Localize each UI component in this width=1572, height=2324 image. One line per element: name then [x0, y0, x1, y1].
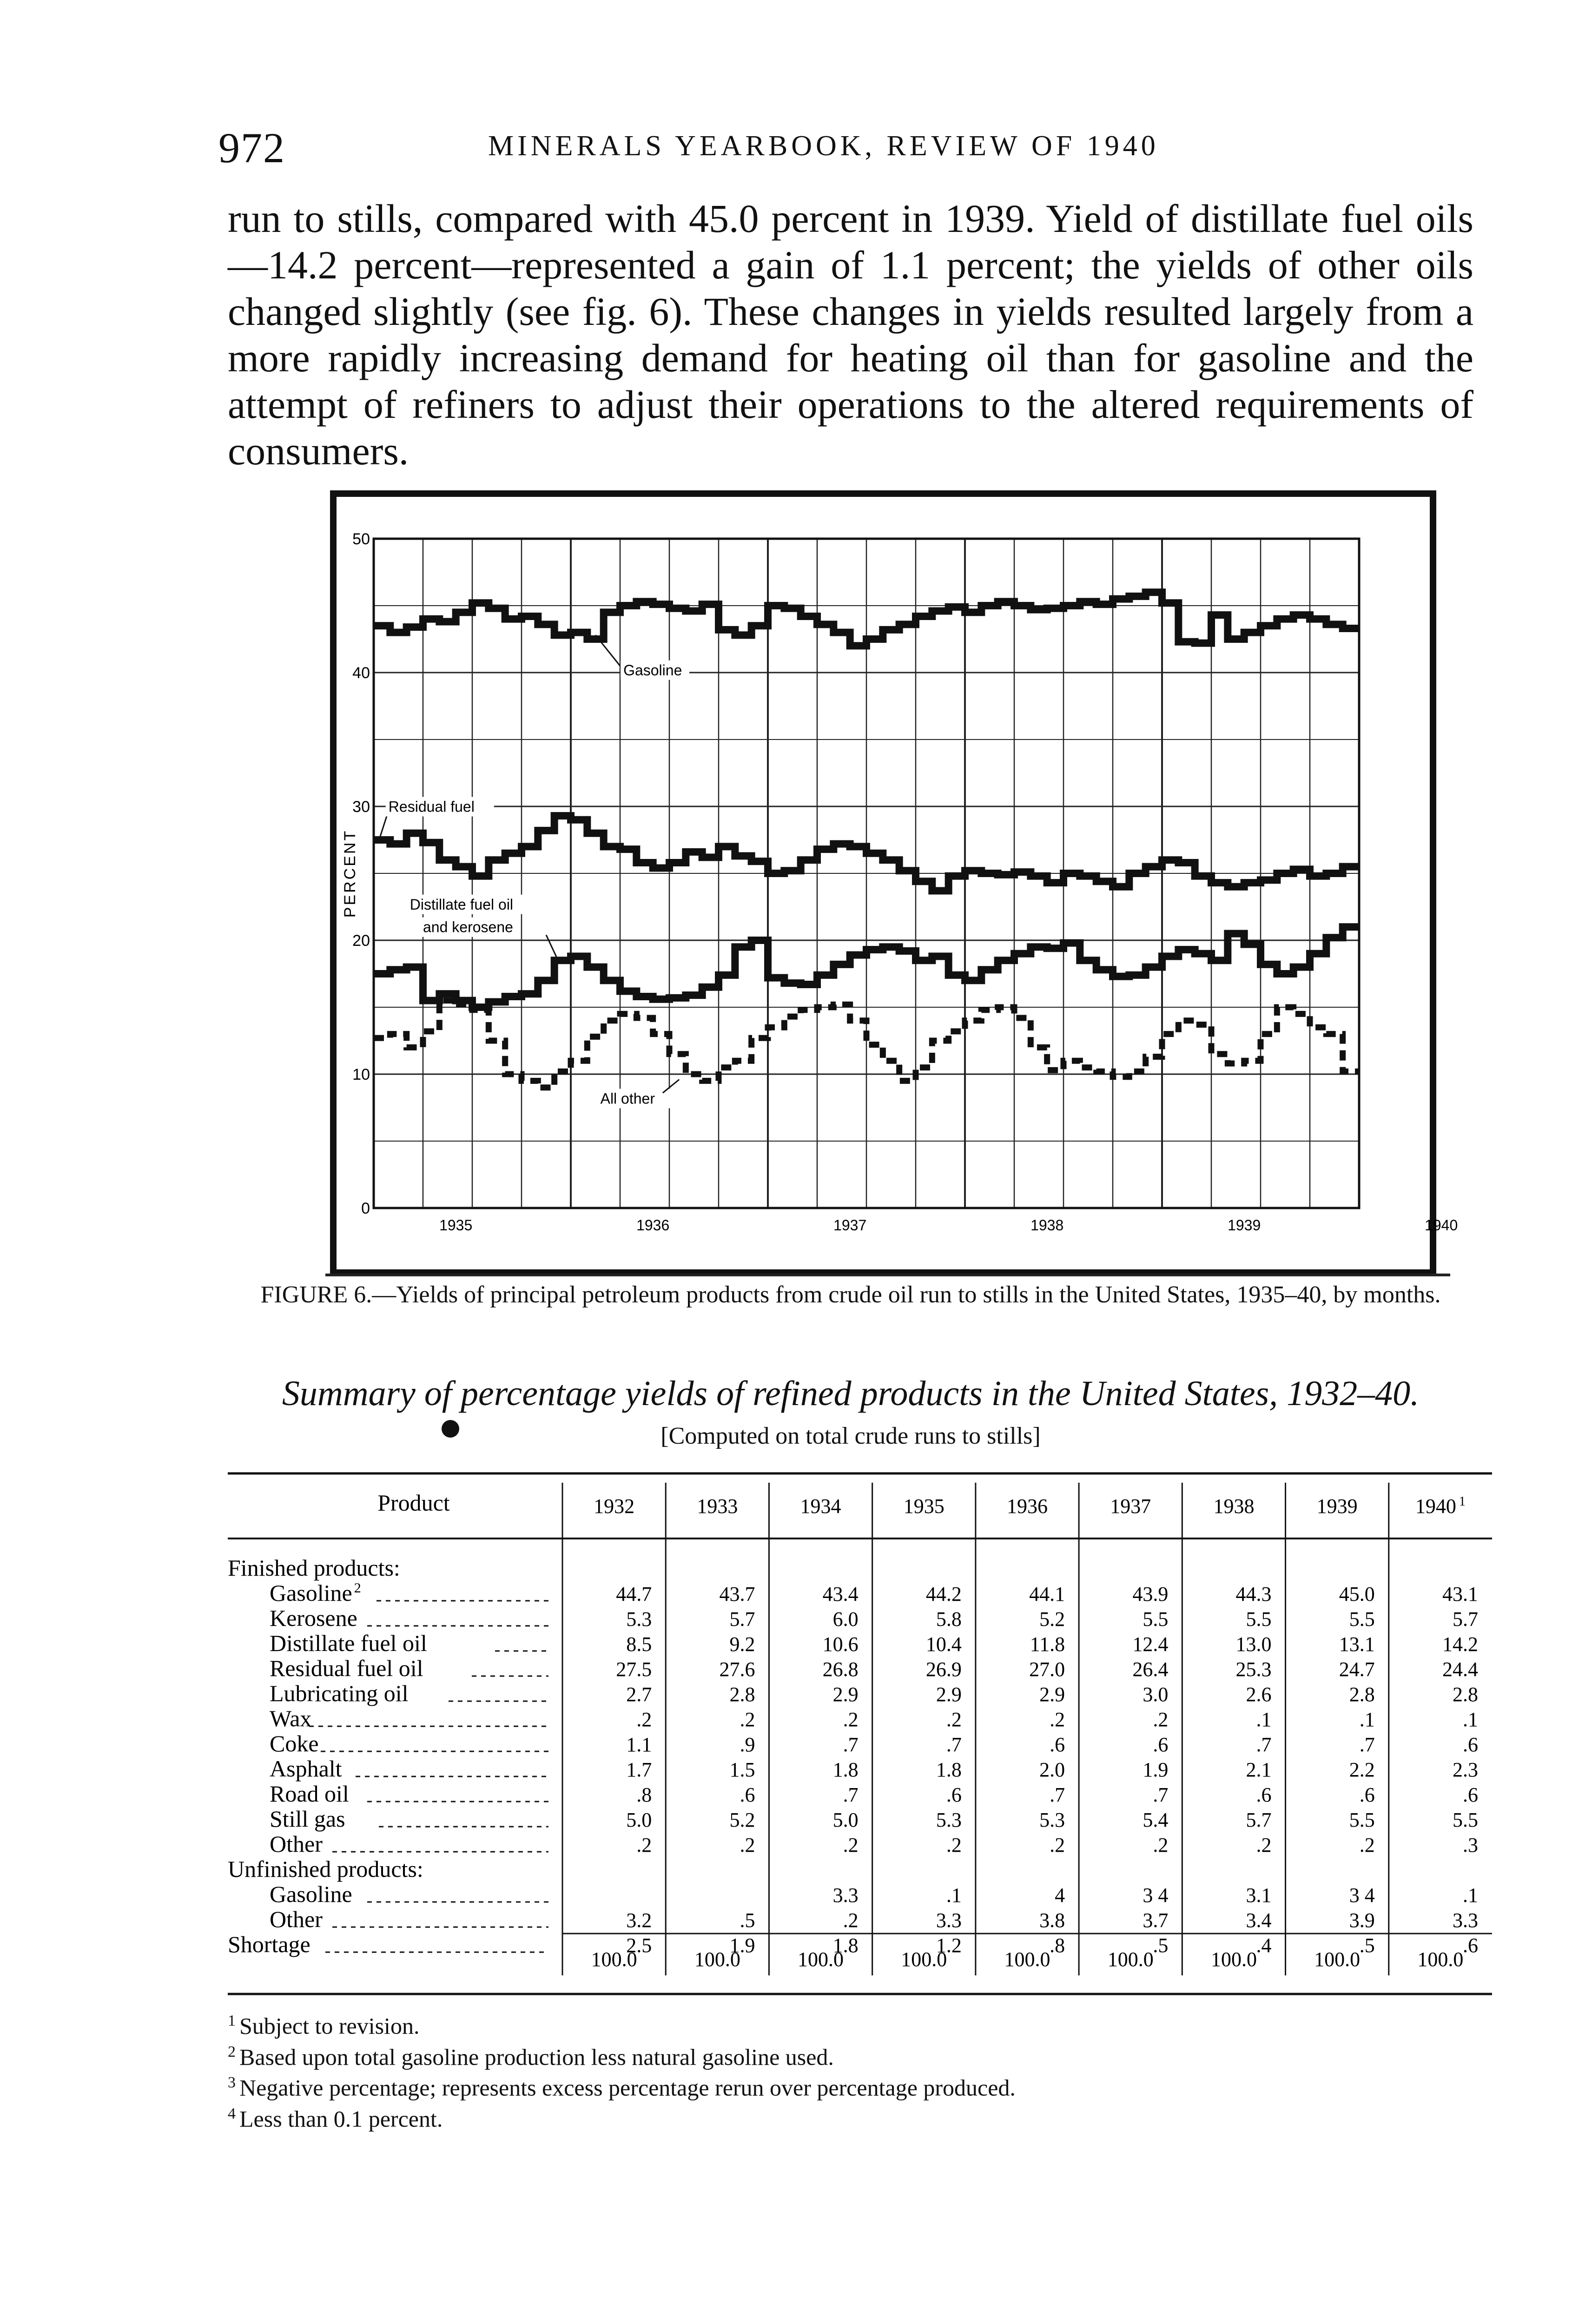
cell-value: .7 [1050, 1783, 1065, 1806]
cell-value: 3.3 [1453, 1909, 1478, 1932]
cell-value: 14.2 [1442, 1633, 1478, 1656]
year-header: 1932 [594, 1495, 635, 1518]
cell-value: 3.8 [1039, 1909, 1065, 1932]
cell-value: 43.4 [822, 1583, 859, 1605]
y-tick-label: 30 [352, 798, 370, 816]
cell-value: .6 [1463, 1783, 1478, 1806]
footnote [228, 2008, 1436, 2039]
cell-value: 5.4 [1143, 1809, 1169, 1831]
cell-value: .7 [946, 1733, 962, 1756]
cell-value: .7 [1153, 1783, 1169, 1806]
cell-value: 3.1 [1246, 1884, 1272, 1907]
yield-chart [337, 497, 1458, 1269]
cell-value: 1.8 [832, 1934, 859, 1957]
row-label: Asphalt [270, 1756, 342, 1782]
group-label: Unfinished products: [228, 1856, 423, 1882]
cell-value: 3.4 [1246, 1909, 1272, 1932]
cell-value: .1 [1463, 1708, 1478, 1731]
cell-value: 5.5 [1246, 1608, 1272, 1631]
cell-value: 12.4 [1132, 1633, 1169, 1656]
cell-value: 2.9 [936, 1683, 962, 1706]
page-number: 972 [218, 124, 285, 172]
cell-value: 3.2 [626, 1909, 652, 1932]
figure-chart [330, 490, 1458, 1276]
footnote [228, 2101, 1436, 2132]
row-label: Kerosene [270, 1605, 357, 1631]
cell-value: .2 [843, 1834, 859, 1856]
footnote-number: 3 [228, 2074, 236, 2092]
row-label: Other [270, 1906, 323, 1932]
cell-value: .1 [1256, 1708, 1272, 1731]
distillate-label-line2: and kerosene [423, 918, 513, 936]
cell-value: 5.7 [1453, 1608, 1478, 1631]
group-label: Finished products: [228, 1555, 400, 1581]
cell-value: 24.7 [1339, 1658, 1375, 1681]
total-value: 100.0 [798, 1948, 844, 1971]
footnote [228, 2070, 1436, 2101]
cell-value: 1.9 [1143, 1758, 1169, 1781]
cell-value: 5.7 [1246, 1809, 1272, 1831]
cell-value: .6 [1050, 1733, 1065, 1756]
footnote-text: Less than 0.1 percent. [239, 2106, 443, 2132]
total-value: 100.0 [1417, 1948, 1464, 1971]
caption-rule [325, 1274, 1450, 1276]
cell-value: 11.8 [1030, 1633, 1065, 1656]
cell-value: 1.8 [936, 1758, 962, 1781]
cell-value: 1.9 [729, 1934, 755, 1957]
cell-value: 5.2 [729, 1809, 755, 1831]
cell-value: 5.5 [1143, 1608, 1169, 1631]
x-tick-label: 1939 [1228, 1217, 1261, 1234]
figure-caption: FIGURE 6.—Yields of principal petroleum products from crude oil run to stills in the United States, 1935–40, by months. [260, 1281, 1441, 1308]
cell-value: .6 [1153, 1733, 1169, 1756]
row-label: Still gas [270, 1806, 345, 1832]
cell-value: .2 [636, 1834, 652, 1856]
year-header: 1935 [903, 1495, 945, 1518]
cell-value: 43.9 [1132, 1583, 1169, 1605]
cell-value: .3 [1463, 1834, 1478, 1856]
cell-value: .7 [843, 1783, 859, 1806]
residual-label: Residual fuel [388, 798, 475, 815]
cell-value: 10.4 [925, 1633, 962, 1656]
cell-value: 10.6 [822, 1633, 859, 1656]
footnote-text: Based upon total gasoline production less natural gasoline used. [239, 2044, 834, 2070]
cell-value: .4 [1256, 1934, 1272, 1957]
cell-value: .6 [740, 1783, 755, 1806]
cell-value: 5.8 [936, 1608, 962, 1631]
cell-value: 2.8 [1349, 1683, 1375, 1706]
cell-value: 5.3 [626, 1608, 652, 1631]
header-title: MINERALS YEARBOOK, REVIEW OF 1940 [488, 130, 1159, 162]
cell-value: 44.2 [925, 1583, 962, 1605]
body-paragraph [228, 195, 1473, 474]
cell-value: 5.3 [936, 1809, 962, 1831]
y-tick-label: 0 [361, 1200, 370, 1217]
cell-value: 44.7 [616, 1583, 652, 1605]
total-value: 100.0 [1314, 1948, 1361, 1971]
cell-value: 25.3 [1235, 1658, 1272, 1681]
cell-value: 45.0 [1339, 1583, 1375, 1605]
cell-value: 1.5 [729, 1758, 755, 1781]
total-value: 100.0 [901, 1948, 947, 1971]
cell-value: 4 [1055, 1884, 1065, 1907]
cell-value: .1 [1359, 1708, 1375, 1731]
x-tick-label: 1940 [1425, 1217, 1458, 1234]
x-tick-label: 1936 [636, 1217, 670, 1234]
cell-value: 13.1 [1339, 1633, 1375, 1656]
cell-value: 2.6 [1246, 1683, 1272, 1706]
cell-value: 27.6 [719, 1658, 755, 1681]
cell-value: .8 [636, 1783, 652, 1806]
footnote-number: 4 [228, 2105, 236, 2122]
cell-value: 1.2 [936, 1934, 962, 1957]
cell-value: 3.7 [1143, 1909, 1169, 1932]
cell-value: 8.5 [626, 1633, 652, 1656]
cell-value: 24.4 [1442, 1658, 1478, 1681]
gasoline-leader [595, 635, 620, 666]
cell-value: .8 [1050, 1934, 1065, 1957]
cell-value: 3 4 [1143, 1884, 1169, 1907]
cell-value: 2.8 [729, 1683, 755, 1706]
cell-value: 44.3 [1235, 1583, 1272, 1605]
cell-value: .2 [843, 1708, 859, 1731]
table-title: Summary of percentage yields of refined products in the United States, 1932–40. [282, 1374, 1420, 1413]
row-note: 2 [354, 1580, 361, 1596]
cell-value: 6.0 [832, 1608, 859, 1631]
cell-value: .6 [1463, 1733, 1478, 1756]
cell-value: .2 [1050, 1708, 1065, 1731]
body-text: run to stills, compared with 45.0 percent in 1939. Yield of distillate fuel oils—14.2 percent—represented a gain of 1.1 percent; the yields of other oils changed slightly (see fig. 6). These changes in yields resulted largely from a more rapidly increasing demand for heating oil than for gasoline and the attempt of refiners to adjust their operations to the altered requirements of consumers. [228, 196, 1473, 473]
footnote-text: Subject to revision. [239, 2013, 420, 2039]
cell-value: 5.3 [1039, 1809, 1065, 1831]
y-axis-label: PERCENT [341, 829, 359, 918]
y-tick-label: 10 [352, 1066, 370, 1083]
cell-value: .5 [740, 1909, 755, 1932]
row-label: Gasoline [270, 1881, 352, 1907]
footnote-number: 1 [228, 2012, 236, 2029]
y-tick-label: 40 [352, 664, 370, 682]
row-label: Lubricating oil [270, 1680, 409, 1706]
year-note: 1 [1459, 1494, 1466, 1509]
cell-value: .2 [946, 1834, 962, 1856]
cell-value: 43.7 [719, 1583, 755, 1605]
cell-value: .5 [1153, 1934, 1169, 1957]
row-label: Distillate fuel oil [270, 1630, 427, 1656]
cell-value: 5.2 [1039, 1608, 1065, 1631]
other-label: All other [600, 1090, 655, 1107]
cell-value: 1.7 [626, 1758, 652, 1781]
cell-value: 2.5 [626, 1934, 652, 1957]
cell-value: .7 [1359, 1733, 1375, 1756]
cell-value: 2.2 [1349, 1758, 1375, 1781]
gasoline-label: Gasoline [623, 661, 682, 679]
cell-value: .7 [1256, 1733, 1272, 1756]
footnotes [228, 2008, 1436, 2132]
cell-value: 2.3 [1453, 1758, 1478, 1781]
cell-value: 2.1 [1246, 1758, 1272, 1781]
cell-value: .2 [740, 1708, 755, 1731]
cell-value: 5.0 [832, 1809, 859, 1831]
cell-value: .9 [740, 1733, 755, 1756]
cell-value: 3.9 [1349, 1909, 1375, 1932]
total-value: 100.0 [1107, 1948, 1154, 1971]
cell-value: .6 [1463, 1934, 1478, 1957]
cell-value: 3.3 [936, 1909, 962, 1932]
y-tick-label: 20 [352, 932, 370, 950]
footnote-number: 2 [228, 2043, 236, 2060]
cell-value: 27.0 [1029, 1658, 1065, 1681]
cell-value: .2 [946, 1708, 962, 1731]
cell-value: 9.2 [729, 1633, 755, 1656]
row-label: Shortage [228, 1931, 310, 1957]
total-value: 100.0 [1210, 1948, 1257, 1971]
x-tick-label: 1937 [833, 1217, 867, 1234]
cell-value: .2 [1050, 1834, 1065, 1856]
year-header: 1939 [1316, 1495, 1358, 1518]
cell-value: 26.8 [822, 1658, 859, 1681]
cell-value: 27.5 [616, 1658, 652, 1681]
cell-value: 43.1 [1442, 1583, 1478, 1605]
year-header: 1933 [697, 1495, 738, 1518]
total-value: 100.0 [591, 1948, 637, 1971]
row-label: Other [270, 1831, 323, 1857]
cell-value: 5.0 [626, 1809, 652, 1831]
row-label: Residual fuel oil [270, 1655, 423, 1681]
total-value: 100.0 [1004, 1948, 1050, 1971]
cell-value: 5.5 [1453, 1809, 1478, 1831]
year-header: 1938 [1213, 1495, 1255, 1518]
cell-value: 13.0 [1235, 1633, 1272, 1656]
cell-value: 3.3 [832, 1884, 859, 1907]
cell-value: .2 [1153, 1834, 1169, 1856]
product-header: Product [377, 1490, 450, 1516]
cell-value: .5 [1359, 1934, 1375, 1957]
cell-value: 44.1 [1029, 1583, 1065, 1605]
cell-value: 2.9 [1039, 1683, 1065, 1706]
table-subtitle: [Computed on total crude runs to stills] [661, 1423, 1041, 1449]
cell-value: .2 [636, 1708, 652, 1731]
cell-value: 1.1 [626, 1733, 652, 1756]
cell-value: .2 [843, 1909, 859, 1932]
y-tick-label: 50 [352, 530, 370, 548]
x-tick-label: 1935 [439, 1217, 473, 1234]
cell-value: 3.0 [1143, 1683, 1169, 1706]
year-header: 1937 [1110, 1495, 1151, 1518]
cell-value: .2 [1153, 1708, 1169, 1731]
cell-value: 2.7 [626, 1683, 652, 1706]
cell-value: 3 4 [1349, 1884, 1375, 1907]
cell-value: .2 [740, 1834, 755, 1856]
cell-value: 2.0 [1039, 1758, 1065, 1781]
total-value: 100.0 [694, 1948, 740, 1971]
year-header: 1940 $^1$ [1415, 1494, 1466, 1518]
footnote-text: Negative percentage; represents excess percentage rerun over percentage produced. [239, 2074, 1016, 2101]
year-header: 1934 [800, 1495, 841, 1518]
cell-value: .2 [1359, 1834, 1375, 1856]
row-label: Road oil [270, 1781, 349, 1807]
cell-value: .1 [1463, 1884, 1478, 1907]
cell-value: 1.8 [832, 1758, 859, 1781]
cell-value: 5.7 [729, 1608, 755, 1631]
row-label: Coke [270, 1730, 319, 1756]
x-tick-label: 1938 [1030, 1217, 1064, 1234]
cell-value: .1 [946, 1884, 962, 1907]
row-label: Wax [270, 1705, 312, 1731]
cell-value: 5.5 [1349, 1608, 1375, 1631]
cell-value: 26.4 [1132, 1658, 1169, 1681]
cell-value: .2 [1256, 1834, 1272, 1856]
summary-table [228, 1469, 1492, 2008]
running-head [218, 123, 1473, 174]
cell-value: 5.5 [1349, 1809, 1375, 1831]
cell-value: .7 [843, 1733, 859, 1756]
cell-value: 26.9 [925, 1658, 962, 1681]
footnote [228, 2039, 1436, 2070]
cell-value: 2.9 [832, 1683, 859, 1706]
year-header: 1936 [1007, 1495, 1048, 1518]
distillate-label-line1: Distillate fuel oil [410, 896, 514, 913]
cell-value: .6 [1256, 1783, 1272, 1806]
row-label: Gasoline $^2$ [270, 1580, 361, 1606]
cell-value: 2.8 [1453, 1683, 1478, 1706]
cell-value: .6 [1359, 1783, 1375, 1806]
cell-value: .6 [946, 1783, 962, 1806]
